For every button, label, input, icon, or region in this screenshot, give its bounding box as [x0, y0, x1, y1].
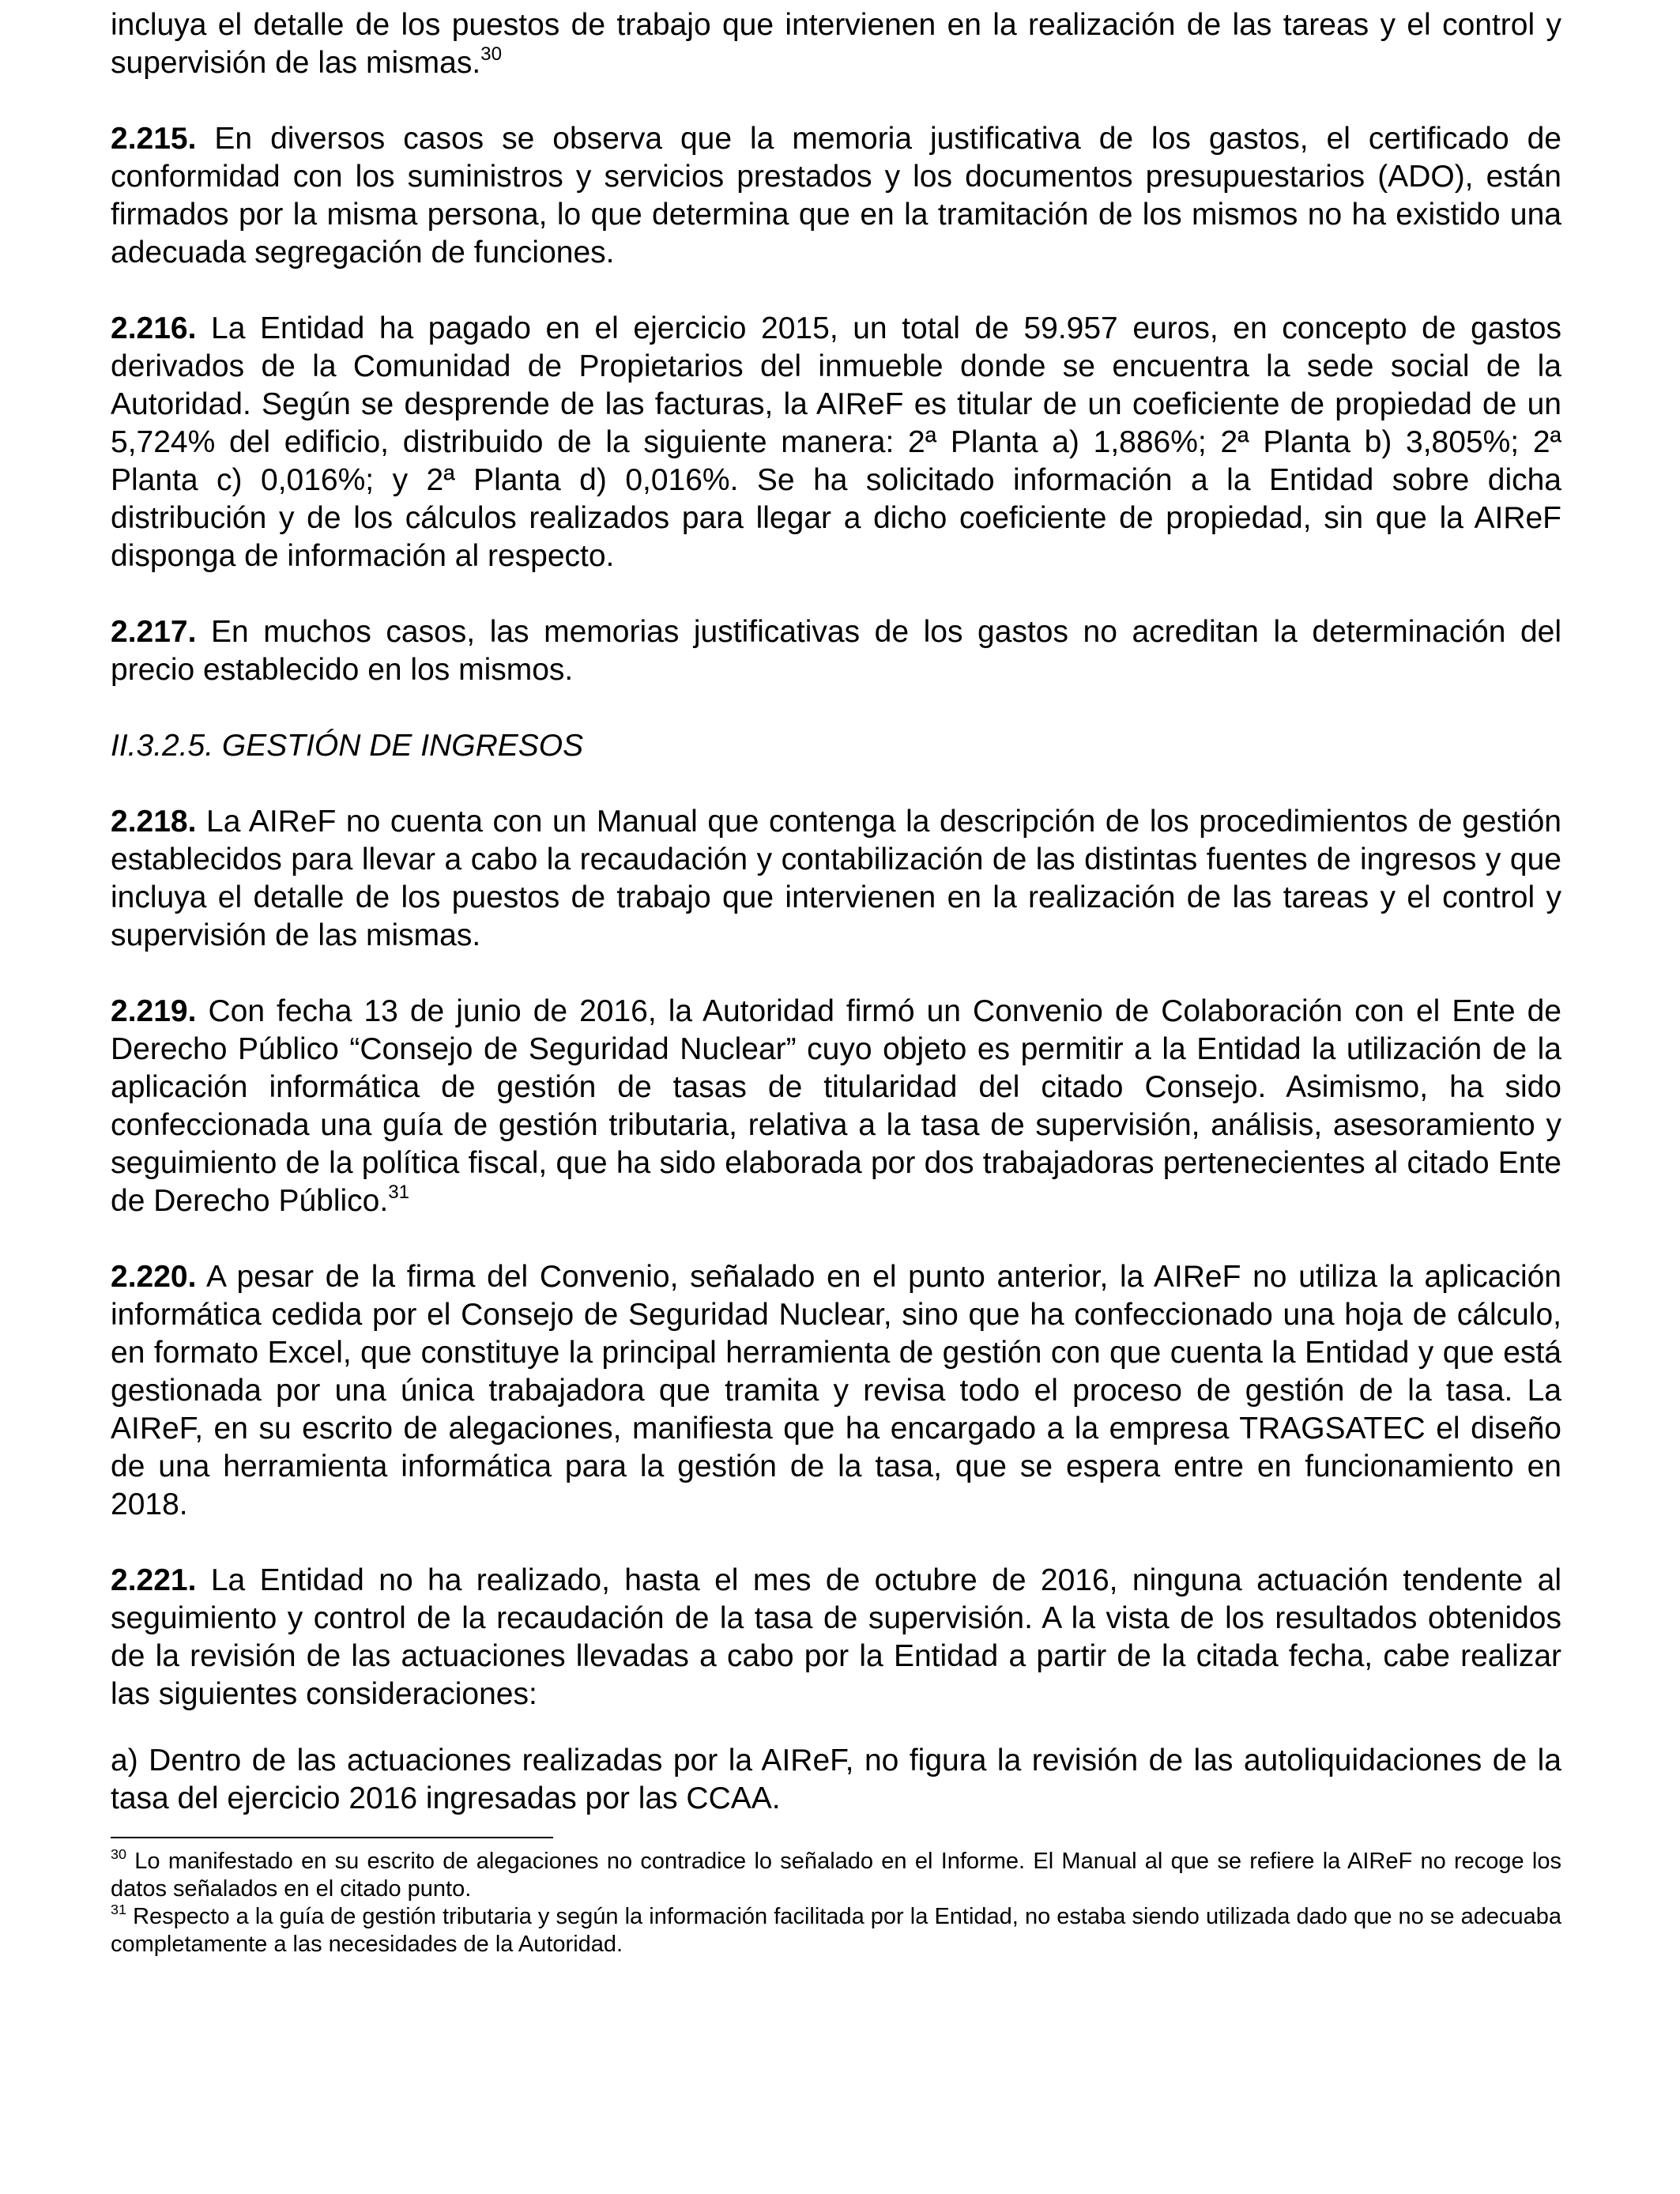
paragraph-number: 2.217. — [111, 615, 197, 649]
paragraph-2-220 — [111, 1258, 1561, 1524]
footnote-ref-31[interactable]: 31 — [388, 1181, 410, 1203]
paragraph-number: 2.216. — [111, 311, 197, 345]
footnote-number: 31 — [111, 1901, 126, 1917]
paragraph-2-217 — [111, 613, 1561, 689]
paragraph-2-216 — [111, 310, 1561, 575]
paragraph-text: La Entidad ha pagado en el ejercicio 2015, un total de 59.957 euros, en concepto de gastos derivados de la Comunidad de Propietarios del inmueble donde se encuentra la sede social de la Autoridad. Según se desprende de las facturas, la AIReF es titular de un coeficiente de propiedad de un 5,724% del edificio, distribuido de la siguiente manera: 2ª Planta a) 1,886%; 2ª Planta b) 3,805%; 2ª Planta c) 0,016%; y 2ª Planta d) 0,016%. Se ha solicitado información a la Entidad sobre dicha distribución y de los cálculos realizados para llegar a dicho coeficiente de propiedad, sin que la AIReF disponga de información al respecto. — [111, 311, 1561, 573]
paragraph-text: La Entidad no ha realizado, hasta el mes de octubre de 2016, ninguna actuación tendente al seguimiento y control de la recaudación de la tasa de supervisión. A la vista de los resultados obtenidos de la revisión de las actuaciones llevadas a cabo por la Entidad a partir de la citada fecha, cabe realizar las siguientes consideraciones: — [111, 1563, 1561, 1711]
paragraph-2-221 — [111, 1562, 1561, 1713]
paragraph-continuation — [111, 6, 1561, 82]
paragraph-text: La AIReF no cuenta con un Manual que contenga la descripción de los procedimientos de gestión establecidos para llevar a cabo la recaudación y contabilización de las distintas fuentes de ingresos y que incluya el detalle de los puestos de trabajo que intervienen en la realización de las tareas y el control y supervisión de las mismas. — [111, 805, 1561, 952]
footnote-31 — [111, 1903, 1561, 1958]
paragraph-text: incluya el detalle de los puestos de trabajo que intervienen en la realización de las tareas y el control y supervisión de las mismas. — [111, 8, 1561, 80]
paragraph-2-218 — [111, 803, 1561, 955]
paragraph-text: A pesar de la firma del Convenio, señalado en el punto anterior, la AIReF no utiliza la aplicación informática cedida por el Consejo de Seguridad Nuclear, sino que ha confeccionado una hoja de cálculo, en formato Excel, que constituye la principal herramienta de gestión con que cuenta la Entidad y que está gestionada por una única trabajadora que tramita y revisa todo el proceso de gestión de la tasa. La AIReF, en su escrito de alegaciones, manifiesta que ha encargado a la empresa TRAGSATEC el diseño de una herramienta informática para la gestión de la tasa, que se espera entre en funcionamiento en 2018. — [111, 1260, 1561, 1521]
document-page — [111, 6, 1561, 1958]
paragraph-number: 2.220. — [111, 1260, 197, 1294]
paragraph-text: En diversos casos se observa que la memoria justificativa de los gastos, el certificado de conformidad con los suministros y servicios prestados y los documentos presupuestarios (ADO), están firmados por la misma persona, lo que determina que en la tramitación de los mismos no ha existido una adecuada segregación de funciones. — [111, 122, 1561, 270]
footnote-text: Respecto a la guía de gestión tributaria y según la información facilitada por la Entidad, no estaba siendo utilizada dado que no se adecuaba completamente a las necesidades de la Autoridad. — [111, 1904, 1561, 1957]
paragraph-text: En muchos casos, las memorias justificativas de los gastos no acreditan la determinación del precio establecido en los mismos. — [111, 615, 1561, 687]
paragraph-number: 2.219. — [111, 994, 197, 1028]
paragraph-2-215 — [111, 120, 1561, 272]
paragraph-text: Con fecha 13 de junio de 2016, la Autoridad firmó un Convenio de Colaboración con el Ente de Derecho Público “Consejo de Seguridad Nuclear” cuyo objeto es permitir a la Entidad la utilización de la aplicación informática de gestión de tasas de titularidad del citado Consejo. Asimismo, ha sido confeccionada una guía de gestión tributaria, relativa a la tasa de supervisión, análisis, asesoramiento y seguimiento de la política fiscal, que ha sido elaborada por dos trabajadoras pertenecientes al citado Ente de Derecho Público. — [111, 994, 1561, 1218]
footnote-text: Lo manifestado en su escrito de alegaciones no contradice lo señalado en el Informe. El Manual al que se refiere la AIReF no recoge los datos señalados en el citado punto. — [111, 1849, 1561, 1902]
list-item-a: a) Dentro de las actuaciones realizadas por la AIReF, no figura la revisión de las autoliquidaciones de la tasa del ejercicio 2016 ingresadas por las CCAA. — [111, 1744, 1561, 1815]
paragraph-number: 2.218. — [111, 805, 197, 839]
paragraph-number: 2.215. — [111, 122, 197, 156]
paragraph-number: 2.221. — [111, 1563, 197, 1597]
footnote-ref-30[interactable]: 30 — [480, 43, 503, 65]
footnote-separator — [111, 1837, 553, 1838]
footnote-30 — [111, 1845, 1561, 1903]
section-heading: II.3.2.5. GESTIÓN DE INGRESOS — [111, 729, 584, 763]
footnote-number: 30 — [111, 1845, 126, 1862]
paragraph-2-219 — [111, 993, 1561, 1220]
